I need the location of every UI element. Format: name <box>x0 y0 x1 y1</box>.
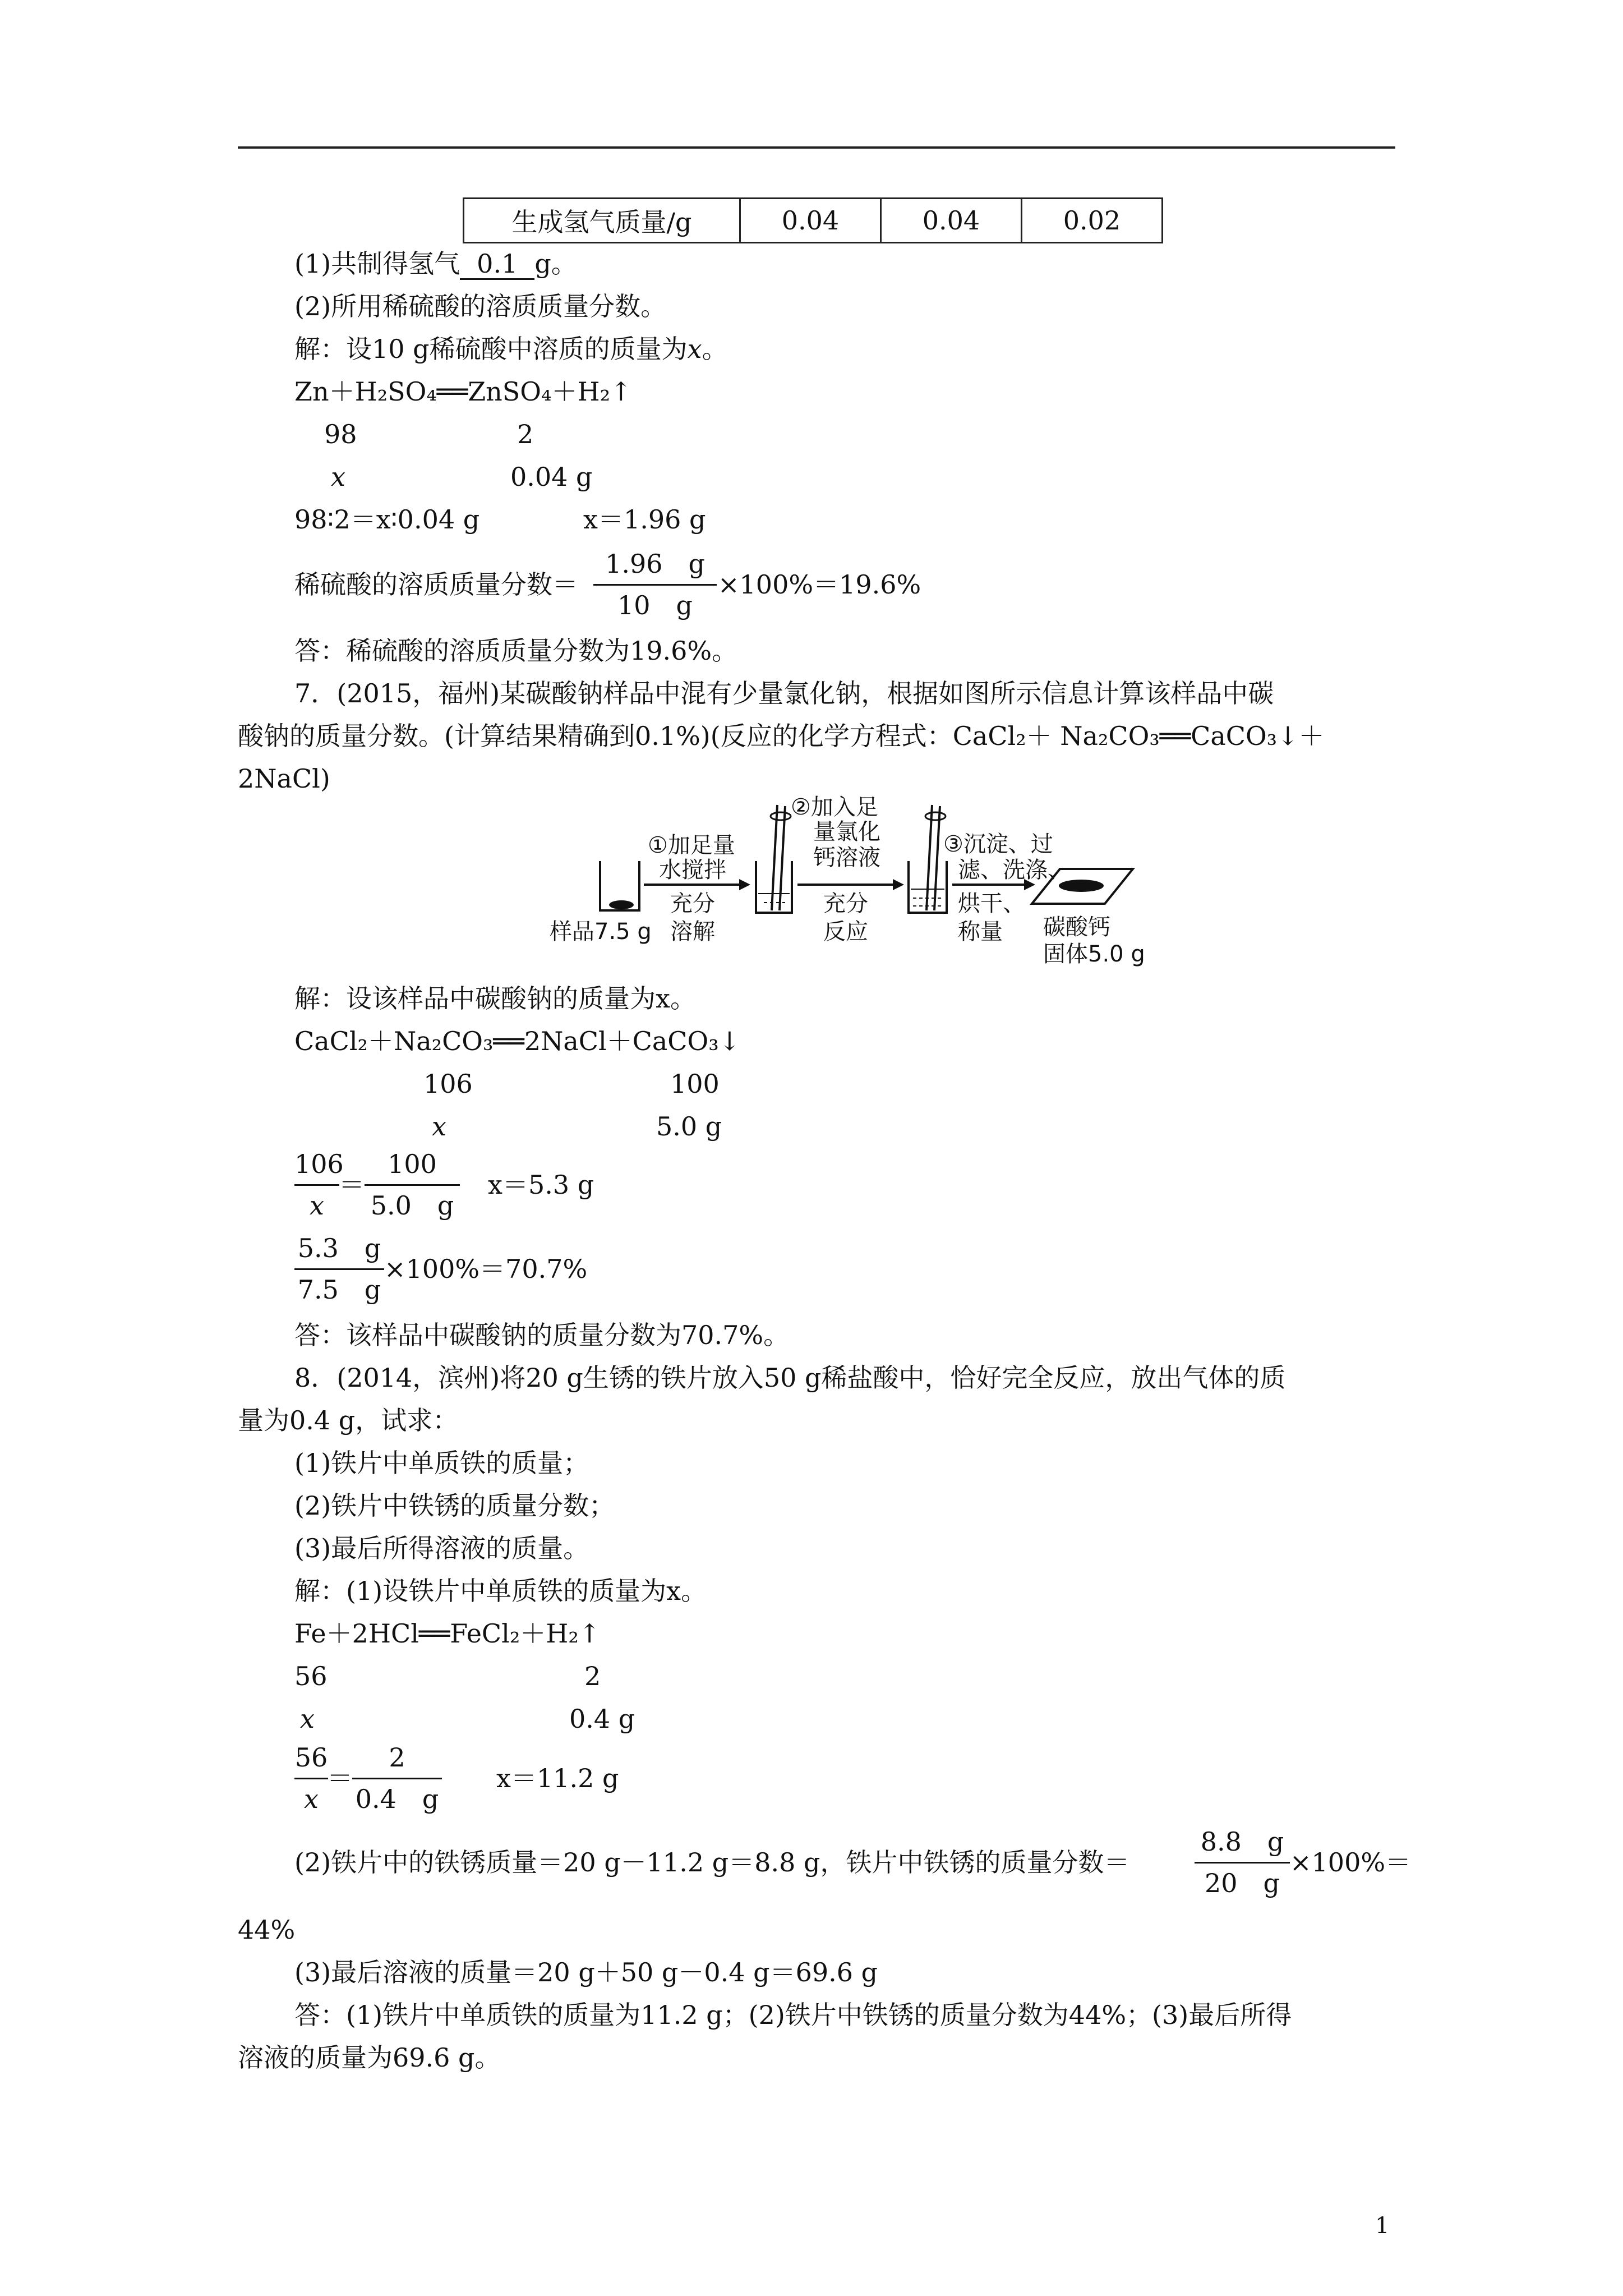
table-cell: 0.04 <box>740 199 881 243</box>
q6-val-004: 0.04 g <box>510 462 593 492</box>
step1-label-line2: 水搅拌 <box>659 857 726 883</box>
q6-var-x: x <box>687 334 702 364</box>
q8-step2-numerator: 8.8 g <box>1200 1826 1284 1857</box>
q7-fraction-3-result: ×100%＝70.7% <box>384 1254 588 1284</box>
q7-fraction-3-numerator: 5.3 g <box>297 1233 381 1263</box>
process-diagram <box>538 794 1155 973</box>
q8-val-04: 0.4 g <box>569 1704 635 1734</box>
q7-mass-100: 100 <box>670 1069 720 1099</box>
q7-solution-intro: 解：设该样品中碳酸钠的质量为x。 <box>294 983 696 1014</box>
q6-sol-pre: 解：设10 g稀硫酸中溶质的质量为 <box>294 334 688 364</box>
q6-equation: Zn＋H₂SO₄══ZnSO₄＋H₂↑ <box>294 376 632 407</box>
header-rule <box>238 146 1395 149</box>
product-label-line2: 固体5.0 g <box>1043 941 1145 967</box>
fraction-bar <box>352 1778 442 1779</box>
q8-fraction-2-denominator: 0.4 g <box>355 1784 439 1814</box>
q8-mass-2: 2 <box>584 1661 601 1691</box>
beaker-sample-icon <box>600 861 639 910</box>
step3-bottom-line1: 烘干、 <box>958 891 1025 917</box>
q7-x-result: x＝5.3 g <box>488 1170 594 1200</box>
q7-val-x: x <box>432 1111 446 1142</box>
q7-question-line3: 2NaCl) <box>238 763 330 794</box>
q7-question-line2: 酸钠的质量分数。(计算结果精确到0.1%)(反应的化学方程式：CaCl₂＋ Na₂CO₃══CaCO₃↓＋ <box>238 721 1325 751</box>
step1-bottom-line1: 充分 <box>670 891 715 917</box>
q6-val-x: x <box>331 462 345 492</box>
q8-question-line2: 量为0.4 g，试求： <box>238 1405 459 1435</box>
q6-mass-2: 2 <box>517 419 534 449</box>
q7-fraction-1-denominator: x <box>310 1190 324 1221</box>
q7-fraction-1-numerator: 106 <box>294 1149 344 1179</box>
q7-mass-106: 106 <box>423 1069 473 1099</box>
q8-part3: (3)最后所得溶液的质量。 <box>294 1533 589 1563</box>
q8-fraction-1-denominator: x <box>304 1784 319 1814</box>
q8-step2-prefix: (2)铁片中的铁锈质量＝20 g－11.2 g＝8.8 g，铁片中铁锈的质量分数＝ <box>294 1847 1130 1878</box>
q7-fraction-2-numerator: 100 <box>388 1149 437 1179</box>
q8-question-line1: 8．(2014，滨州)将20 g生锈的铁片放入50 g稀盐酸中，恰好完全反应，放出气体的质 <box>294 1363 1286 1393</box>
q6-part1 <box>294 247 577 280</box>
q8-equals: ＝ <box>327 1763 353 1793</box>
fraction-bar <box>294 1268 384 1270</box>
q8-fraction-2-numerator: 2 <box>389 1742 405 1773</box>
q6-ratio: 98∶2＝x∶0.04 g <box>294 504 480 535</box>
hydrogen-table <box>463 197 1163 243</box>
q8-x-result: x＝11.2 g <box>496 1763 619 1793</box>
step3-label-line1: ③沉淀、过 <box>943 831 1053 857</box>
q6-solution-intro <box>294 332 728 366</box>
step3-bottom-line2: 称量 <box>958 919 1003 945</box>
q7-answer: 答：该样品中碳酸钠的质量分数为70.7%。 <box>294 1320 790 1350</box>
q6-mass-98: 98 <box>324 419 357 449</box>
step3-label-line2: 滤、洗涤、 <box>958 857 1070 883</box>
beaker-reaction-icon <box>909 805 947 913</box>
q8-answer-line2: 溶液的质量为69.6 g。 <box>238 2042 501 2073</box>
table-cell: 0.04 <box>881 199 1022 243</box>
q8-solution-intro: 解：(1)设铁片中单质铁的质量为x。 <box>294 1576 707 1606</box>
fraction-bar <box>593 584 717 586</box>
q8-step2-fraction <box>1195 1825 1290 1903</box>
q6-fraction-result: ×100%＝19.6% <box>718 569 921 600</box>
q6-answer: 答：稀硫酸的溶质质量分数为19.6%。 <box>294 636 738 666</box>
step2-label-line3: 钙溶液 <box>813 845 880 871</box>
q7-fraction-2 <box>365 1147 460 1226</box>
beaker-stirring-icon <box>756 805 792 913</box>
q6-x-result: x＝1.96 g <box>583 504 706 535</box>
fraction-bar <box>365 1184 460 1186</box>
table-row <box>464 199 1163 243</box>
step2-bottom-line2: 反应 <box>823 919 868 945</box>
q6-part2: (2)所用稀硫酸的溶质质量分数。 <box>294 291 667 321</box>
step2-bottom-line1: 充分 <box>823 891 868 917</box>
q8-step2-continuation: 44% <box>238 1915 296 1945</box>
step2-label-line1: ②加入足 <box>791 794 878 820</box>
arrow-icon <box>797 879 904 890</box>
q6-fraction <box>593 547 717 625</box>
q7-fraction-3-denominator: 7.5 g <box>297 1274 381 1305</box>
q7-equation: CaCl₂＋Na₂CO₃══2NaCl＋CaCO₃↓ <box>294 1026 741 1056</box>
q8-step3: (3)最后溶液的质量＝20 g＋50 g－0.4 g＝69.6 g <box>294 1957 878 1987</box>
page-number: 1 <box>1375 2213 1390 2239</box>
q6-fraction-numerator: 1.96 g <box>605 549 705 579</box>
q8-mass-56: 56 <box>294 1661 328 1691</box>
product-label-line1: 碳酸钙 <box>1043 914 1110 940</box>
q8-fraction-2 <box>352 1741 442 1819</box>
fraction-bar <box>294 1184 339 1186</box>
q7-val-5: 5.0 g <box>656 1111 722 1142</box>
q8-fraction-1 <box>294 1741 328 1819</box>
q7-equals: ＝ <box>339 1170 365 1200</box>
q8-fraction-1-numerator: 56 <box>294 1742 328 1773</box>
step1-label-line1: ①加足量 <box>648 832 735 858</box>
table-cell: 0.02 <box>1022 199 1163 243</box>
q8-answer-line1: 答：(1)铁片中单质铁的质量为11.2 g；(2)铁片中铁锈的质量分数为44%；(3)最后所得 <box>294 2000 1292 2030</box>
q7-question-line1: 7．(2015，福州)某碳酸钠样品中混有少量氯化钠，根据如图所示信息计算该样品中碳 <box>294 678 1274 708</box>
q8-part2: (2)铁片中铁锈的质量分数； <box>294 1490 615 1521</box>
q8-val-x: x <box>300 1704 315 1734</box>
q8-step2-denominator: 20 g <box>1205 1868 1280 1898</box>
q6-part1-unit: g。 <box>534 249 577 279</box>
fraction-bar <box>294 1778 328 1779</box>
q6-fraction-denominator: 10 g <box>617 590 693 620</box>
q7-fraction-3 <box>294 1231 384 1310</box>
table-row-label: 生成氢气质量/g <box>464 199 740 243</box>
fraction-bar <box>1195 1862 1290 1864</box>
step1-bottom-line2: 溶解 <box>670 919 715 945</box>
q6-fraction-prefix: 稀硫酸的溶质质量分数＝ <box>294 569 578 600</box>
q6-part1-prefix: (1)共制得氢气 <box>294 249 460 279</box>
step2-label-line2: 量氯化 <box>813 819 880 845</box>
q8-part1: (1)铁片中单质铁的质量； <box>294 1448 589 1478</box>
q7-fraction-1 <box>294 1147 344 1226</box>
q8-step2-result: ×100%＝ <box>1290 1847 1412 1878</box>
q8-equation: Fe＋2HCl══FeCl₂＋H₂↑ <box>294 1618 601 1649</box>
q6-sol-post: 。 <box>702 334 728 364</box>
q6-part1-answer: 0.1 <box>460 249 534 280</box>
sample-label: 样品7.5 g <box>550 919 652 945</box>
q7-fraction-2-denominator: 5.0 g <box>370 1190 454 1221</box>
